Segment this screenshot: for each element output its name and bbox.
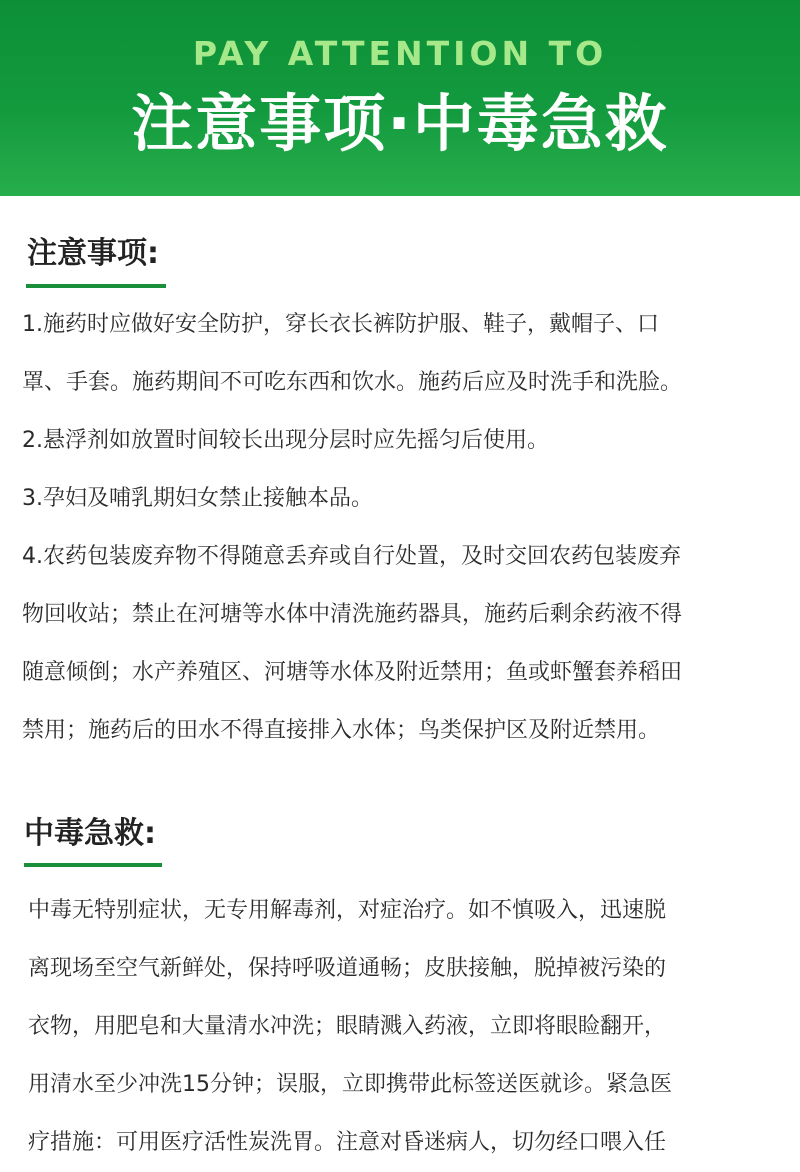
precautions-line: 随意倾倒；水产养殖区、河塘等水体及附近禁用；鱼或虾蟹套养稻田 [22, 660, 683, 685]
first-aid-line: 中毒无特别症状，无专用解毒剂，对症治疗。如不慎吸入，迅速脱 [28, 898, 667, 923]
precautions-text [22, 296, 682, 760]
header-banner [0, 0, 800, 196]
precautions-line: 禁用；施药后的田水不得直接排入水体；鸟类保护区及附近禁用。 [22, 718, 661, 743]
precautions-heading-underline [26, 284, 166, 288]
precautions-line: 3.孕妇及哺乳期妇女禁止接触本品。 [22, 486, 373, 511]
first-aid-line: 用清水至少冲洗15分钟；误服，立即携带此标签送医就诊。紧急医 [28, 1072, 672, 1097]
precautions-line: 4.农药包装废弃物不得随意丢弃或自行处置，及时交回农药包装废弃 [22, 544, 681, 569]
first-aid-line: 衣物，用肥皂和大量清水冲洗；眼睛溅入药液，立即将眼睑翻开， [28, 1014, 667, 1039]
precautions-line: 1.施药时应做好安全防护，穿长衣长裤防护服、鞋子，戴帽子、口 [22, 312, 659, 337]
first-aid-heading: 中毒急救: [24, 816, 156, 851]
first-aid-line: 疗措施：可用医疗活性炭洗胃。注意对昏迷病人，切勿经口喂入任 [28, 1130, 667, 1155]
precautions-line: 罩、手套。施药期间不可吃东西和饮水。施药后应及时洗手和洗脸。 [22, 370, 683, 395]
banner-title: 注意事项·中毒急救 [131, 87, 669, 160]
first-aid-line: 离现场至空气新鲜处，保持呼吸道通畅；皮肤接触，脱掉被污染的 [28, 956, 667, 981]
banner-subtitle: PAY ATTENTION TO [192, 34, 608, 73]
first-aid-text [28, 882, 672, 1172]
precautions-line: 2.悬浮剂如放置时间较长出现分层时应先摇匀后使用。 [22, 428, 549, 453]
first-aid-heading-underline [24, 863, 162, 867]
precautions-heading: 注意事项: [27, 236, 159, 271]
precautions-line: 物回收站；禁止在河塘等水体中清洗施药器具，施药后剩余药液不得 [22, 602, 683, 627]
